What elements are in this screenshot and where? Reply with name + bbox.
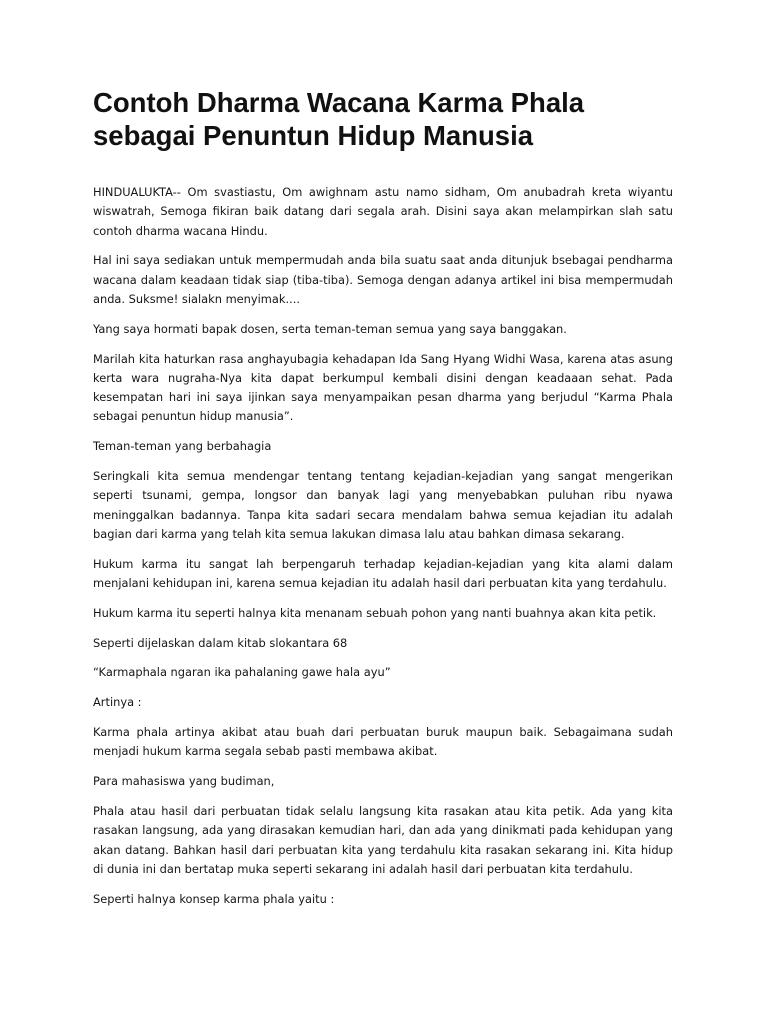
paragraph-phala: Phala atau hasil dari perbuatan tidak selalu langsung kita rasakan atau kita petik. Ada yang kita rasakan langsung, ada yang dirasakan kemudian hari, dan ada yang dinikmati pada kehidupan yang akan datang. Bahkan hasil dari perbuatan kita yang terdahulu kita rasakan sekarang ini. Kita hidup di dunia ini dan bertatap muka seperti sekarang ini adalah hasil dari perbuatan kita terdahulu. <box>93 803 673 876</box>
paragraph-sloka-quote: “Karmaphala ngaran ika pahalaning gawe hala ayu” <box>93 665 391 680</box>
paragraph-opening: Marilah kita haturkan rasa anghayubagia kehadapan Ida Sang Hyang Widhi Wasa, karena atas asung kerta wara nugraha-Nya kita dapat berkumpul kembali disini dengan keadaaan sehat. Pada kesempatan hari ini saya ijinkan saya menyampaikan pesan dharma yang berjudul “Karma Phala sebagai penuntun hidup manusia”. <box>93 351 673 424</box>
paragraph-purpose: Hal ini saya sediakan untuk mempermudah anda bila suatu saat anda ditunjuk bsebagai pendharma wacana dalam keadaan tidak siap (tiba-tiba). Semoga dengan adanya artikel ini bisa mempermudah anda. Suksme! sialakn menyimak.... <box>93 253 673 306</box>
document-title <box>93 86 693 152</box>
paragraph-intro: HINDUALUKTA-- Om svastiastu, Om awighnam astu namo sidham, Om anubadrah kreta wiyantu wiswatrah, Semoga fikiran baik datang dari segala arah. Disini saya akan melampirkan slah satu contoh dharma wacana Hindu. <box>93 185 673 238</box>
paragraph-meaning: Karma phala artinya akibat atau buah dari perbuatan buruk maupun baik. Sebagaimana sudah menjadi hukum karma segala sebab pasti membawa akibat. <box>93 725 673 759</box>
title-line-1: Contoh Dharma Wacana Karma Phala <box>93 87 585 118</box>
paragraph-meaning-label: Artinya : <box>93 695 142 710</box>
paragraph-address-1: Teman-teman yang berbahagia <box>93 439 272 454</box>
paragraph-address-2: Para mahasiswa yang budiman, <box>93 774 275 789</box>
paragraph-disasters: Seringkali kita semua mendengar tentang tentang kejadian-kejadian yang sangat mengerikan seperti tsunami, gempa, longsor dan banyak lagi yang menyebabkan puluhan ribu nyawa meninggalkan badannya. Tanpa kita sadari secara mendalam bahwa semua kejadian itu adalah bagian dari karma yang telah kita semua lakukan dimasa lalu atau bahkan dimasa sekarang. <box>93 469 673 541</box>
paragraph-tree-analogy: Hukum karma itu seperti halnya kita menanam sebuah pohon yang nanti buahnya akan kita petik. <box>93 605 657 620</box>
paragraph-scripture-ref: Seperti dijelaskan dalam kitab slokantara 68 <box>93 635 348 650</box>
document-body <box>93 183 673 919</box>
paragraph-karma-law: Hukum karma itu sangat lah berpengaruh terhadap kejadian-kejadian yang kita alami dalam menjalani kehidupan ini, karena semua kejadian itu adalah hasil dari perbuatan kita yang terdahulu. <box>93 556 673 591</box>
paragraph-greeting: Yang saya hormati bapak dosen, serta teman-teman semua yang saya banggakan. <box>93 321 567 336</box>
paragraph-concept: Seperti halnya konsep karma phala yaitu : <box>93 891 335 906</box>
title-line-2: sebagai Penuntun Hidup Manusia <box>93 120 534 151</box>
